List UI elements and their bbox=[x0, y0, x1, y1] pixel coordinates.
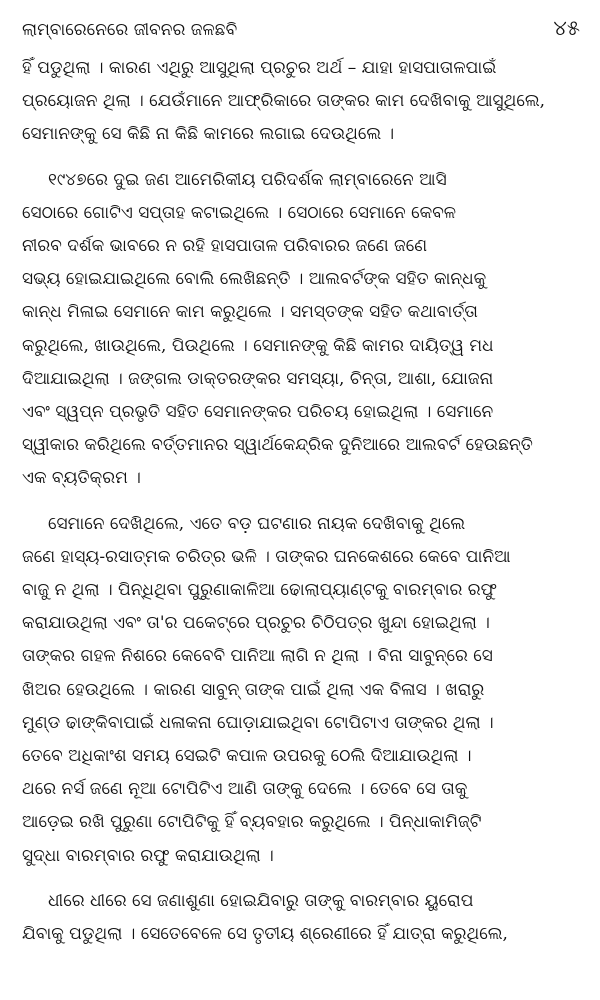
text-line: ପ୍ରୟୋଜନ ଥିଲା । ଯେଉଁମାନେ ଆଫ୍ରିକାରେ ତାଙ୍କର କାମ ଦେଖିବାକୁ ଆସୁଥିଲେ, bbox=[22, 91, 546, 112]
text-line: କରାଯାଉଥିଲା ଏବଂ ତା'ର ପକେଟ୍‌ରେ ପ୍ରଚୁର ଚିଠିପତ୍ର ଖୁନ୍ଦା ହୋଇଥିଲା । bbox=[22, 613, 490, 634]
text-line: ଜଣେ ହାସ୍ୟ-ରସାତ୍ମକ ଚରିତ୍ର ଭଳି । ତାଙ୍କର ଘନକେଶରେ କେବେ ପାନିଆ bbox=[22, 546, 511, 567]
text-line: ସୁଦ୍ଧା ବାରମ୍ବାର ରଫୁ କରାଯାଉଥିଲା । bbox=[22, 845, 274, 866]
text-line: କାନ୍ଧ ମିଳାଇ ସେମାନେ କାମ କରୁଥିଲେ । ସମସ୍ତଙ୍କ ସହିତ କଥାବାର୍ତ୍ତା bbox=[22, 302, 478, 323]
text-line: ନୀରବ ଦର୍ଶକ ଭାବରେ ନ ରହି ହାସପାତାଳ ପରିବାରର ଜଣେ ଜଣେ bbox=[22, 236, 428, 257]
text-line: ସ୍ୱୀକାର କରିଥିଲେ ବର୍ତ୍ତମାନର ସ୍ୱାର୍ଥକେନ୍ଦ୍ରିକ ଦୁନିଆରେ ଆଲବର୍ଟ ହେଉଛନ୍ତି bbox=[22, 435, 533, 456]
text-line: ଖିଅର ହେଉଥିଲେ । କାରଣ ସାବୁନ୍ ତାଙ୍କ ପାଇଁ ଥିଲା ଏକ ବିଳାସ । ଖରାରୁ bbox=[22, 679, 485, 700]
text-line: ସଭ୍ୟ ହୋଇଯାଇଥିଲେ ବୋଲି ଲେଖିଛନ୍ତି । ଆଲବର୍ଟଙ୍କ ସହିତ କାନ୍ଧକୁ bbox=[22, 269, 487, 290]
text-line: ତେବେ ଅଧିକାଂଶ ସମୟ ସେଇଟି କପାଳ ଉପରକୁ ଠେଲି ଦିଆଯାଉଥିଲା । bbox=[22, 746, 472, 767]
text-line: ତାଙ୍କର ଗହଳ ନିଶରେ କେବେବି ପାନିଆ ଲାଗି ନ ଥିଲା । ବିନା ସାବୁନ୍‌ରେ ସେ bbox=[22, 646, 493, 667]
text-line: ବାଜୁ ନ ଥିଲା । ପିନ୍ଧିଥିବା ପୁରୁଣାକାଳିଆ ଢୋଲାପ୍ୟାଣ୍ଟକୁ ବାରମ୍ବାର ରଫୁ bbox=[22, 580, 497, 601]
body-text bbox=[22, 52, 580, 951]
text-line: ସେଠାରେ ଗୋଟିଏ ସପ୍ତାହ କଟାଇଥିଲେ । ସେଠାରେ ସେମାନେ କେବଳ bbox=[22, 202, 457, 223]
text-line: ସେମାନେ ଦେଖିଥିଲେ, ଏତେ ବଡ଼ ଘଟଣାର ନାୟକ ଦେଖିବାକୁ ଥିଲେ bbox=[48, 513, 466, 534]
paragraph bbox=[22, 885, 580, 951]
text-line: ୧୯୪୭ରେ ଦୁଇ ଜଣ ଆମେରିକୀୟ ପରିଦର୍ଶକ ଲାମ୍ବାରେନେ ଆସି bbox=[48, 169, 447, 190]
text-line: ଧୀରେ ଧୀରେ ସେ ଜଣାଶୁଣା ହୋଇଯିବାରୁ ତାଙ୍କୁ ବାରମ୍ବାର ୟୁରୋପ bbox=[48, 890, 474, 911]
running-title: ଲାମ୍ବାରେନେରେ ଜୀବନର ଜଳଛବି bbox=[22, 20, 238, 40]
text-line: ଆଡ଼େଇ ରଖି ପୁରୁଣା ଟୋପିଟିକୁ ହିଁ ବ୍ୟବହାର କରୁଥିଲେ । ପିନ୍ଧାକାମିଜ୍‌ଟି bbox=[22, 812, 482, 833]
paragraph bbox=[22, 164, 580, 496]
text-line: ଏବଂ ସ୍ୱପ୍ନ ପ୍ରଭୃତି ସହିତ ସେମାନଙ୍କର ପରିଚୟ ହୋଇଥିଲା । ସେମାନେ bbox=[22, 402, 494, 423]
text-line: ମୁଣ୍ଡ ଢାଙ୍କିବାପାଇଁ ଧଳାକନା ଘୋଡ଼ାଯାଇଥିବା ଟୋପିଟାଏ ତାଙ୍କର ଥିଲା । bbox=[22, 712, 494, 733]
paragraph bbox=[22, 52, 580, 152]
text-line: ସେମାନଙ୍କୁ ସେ କିଛି ନା କିଛି କାମରେ ଲଗାଇ ଦେଉଥିଲେ । bbox=[22, 124, 395, 145]
page-number: ୪୫ bbox=[553, 16, 580, 40]
text-line: ହିଁ ପଡୁଥିଲା । କାରଣ ଏଥିରୁ ଆସୁଥିଲା ପ୍ରଚୁର ଅର୍ଥ – ଯାହା ହାସପାତାଳପାଇଁ bbox=[22, 58, 497, 78]
text-line: ଦିଆଯାଇଥିଲା । ଜଙ୍ଗଲ ଡାକ୍ତରଙ୍କର ସମସ୍ୟା, ଚିନ୍ତା, ଆଶା, ଯୋଜନା bbox=[22, 368, 494, 389]
text-line: ଏକ ବ୍ୟତିକ୍ରମ । bbox=[22, 468, 141, 489]
text-line: ଯିବାକୁ ପଡୁଥିଲା । ସେତେବେଳେ ସେ ତୃତୀୟ ଶ୍ରେଣୀରେ ହିଁ ଯାତ୍ରା କରୁଥିଲେ, bbox=[22, 924, 508, 945]
text-line: କରୁଥିଲେ, ଖାଉଥିଲେ, ପିଉଥିଲେ । ସେମାନଙ୍କୁ କିଛି କାମର ଦାୟିତ୍ୱ ମଧ bbox=[22, 335, 494, 356]
running-header bbox=[22, 0, 580, 52]
paragraph bbox=[22, 508, 580, 873]
text-line: ଥରେ ନର୍ସ ଜଣେ ନୂଆ ଟୋପିଟିଏ ଆଣି ତାଙ୍କୁ ଦେଲେ । ତେବେ ସେ ତାକୁ bbox=[22, 779, 468, 800]
